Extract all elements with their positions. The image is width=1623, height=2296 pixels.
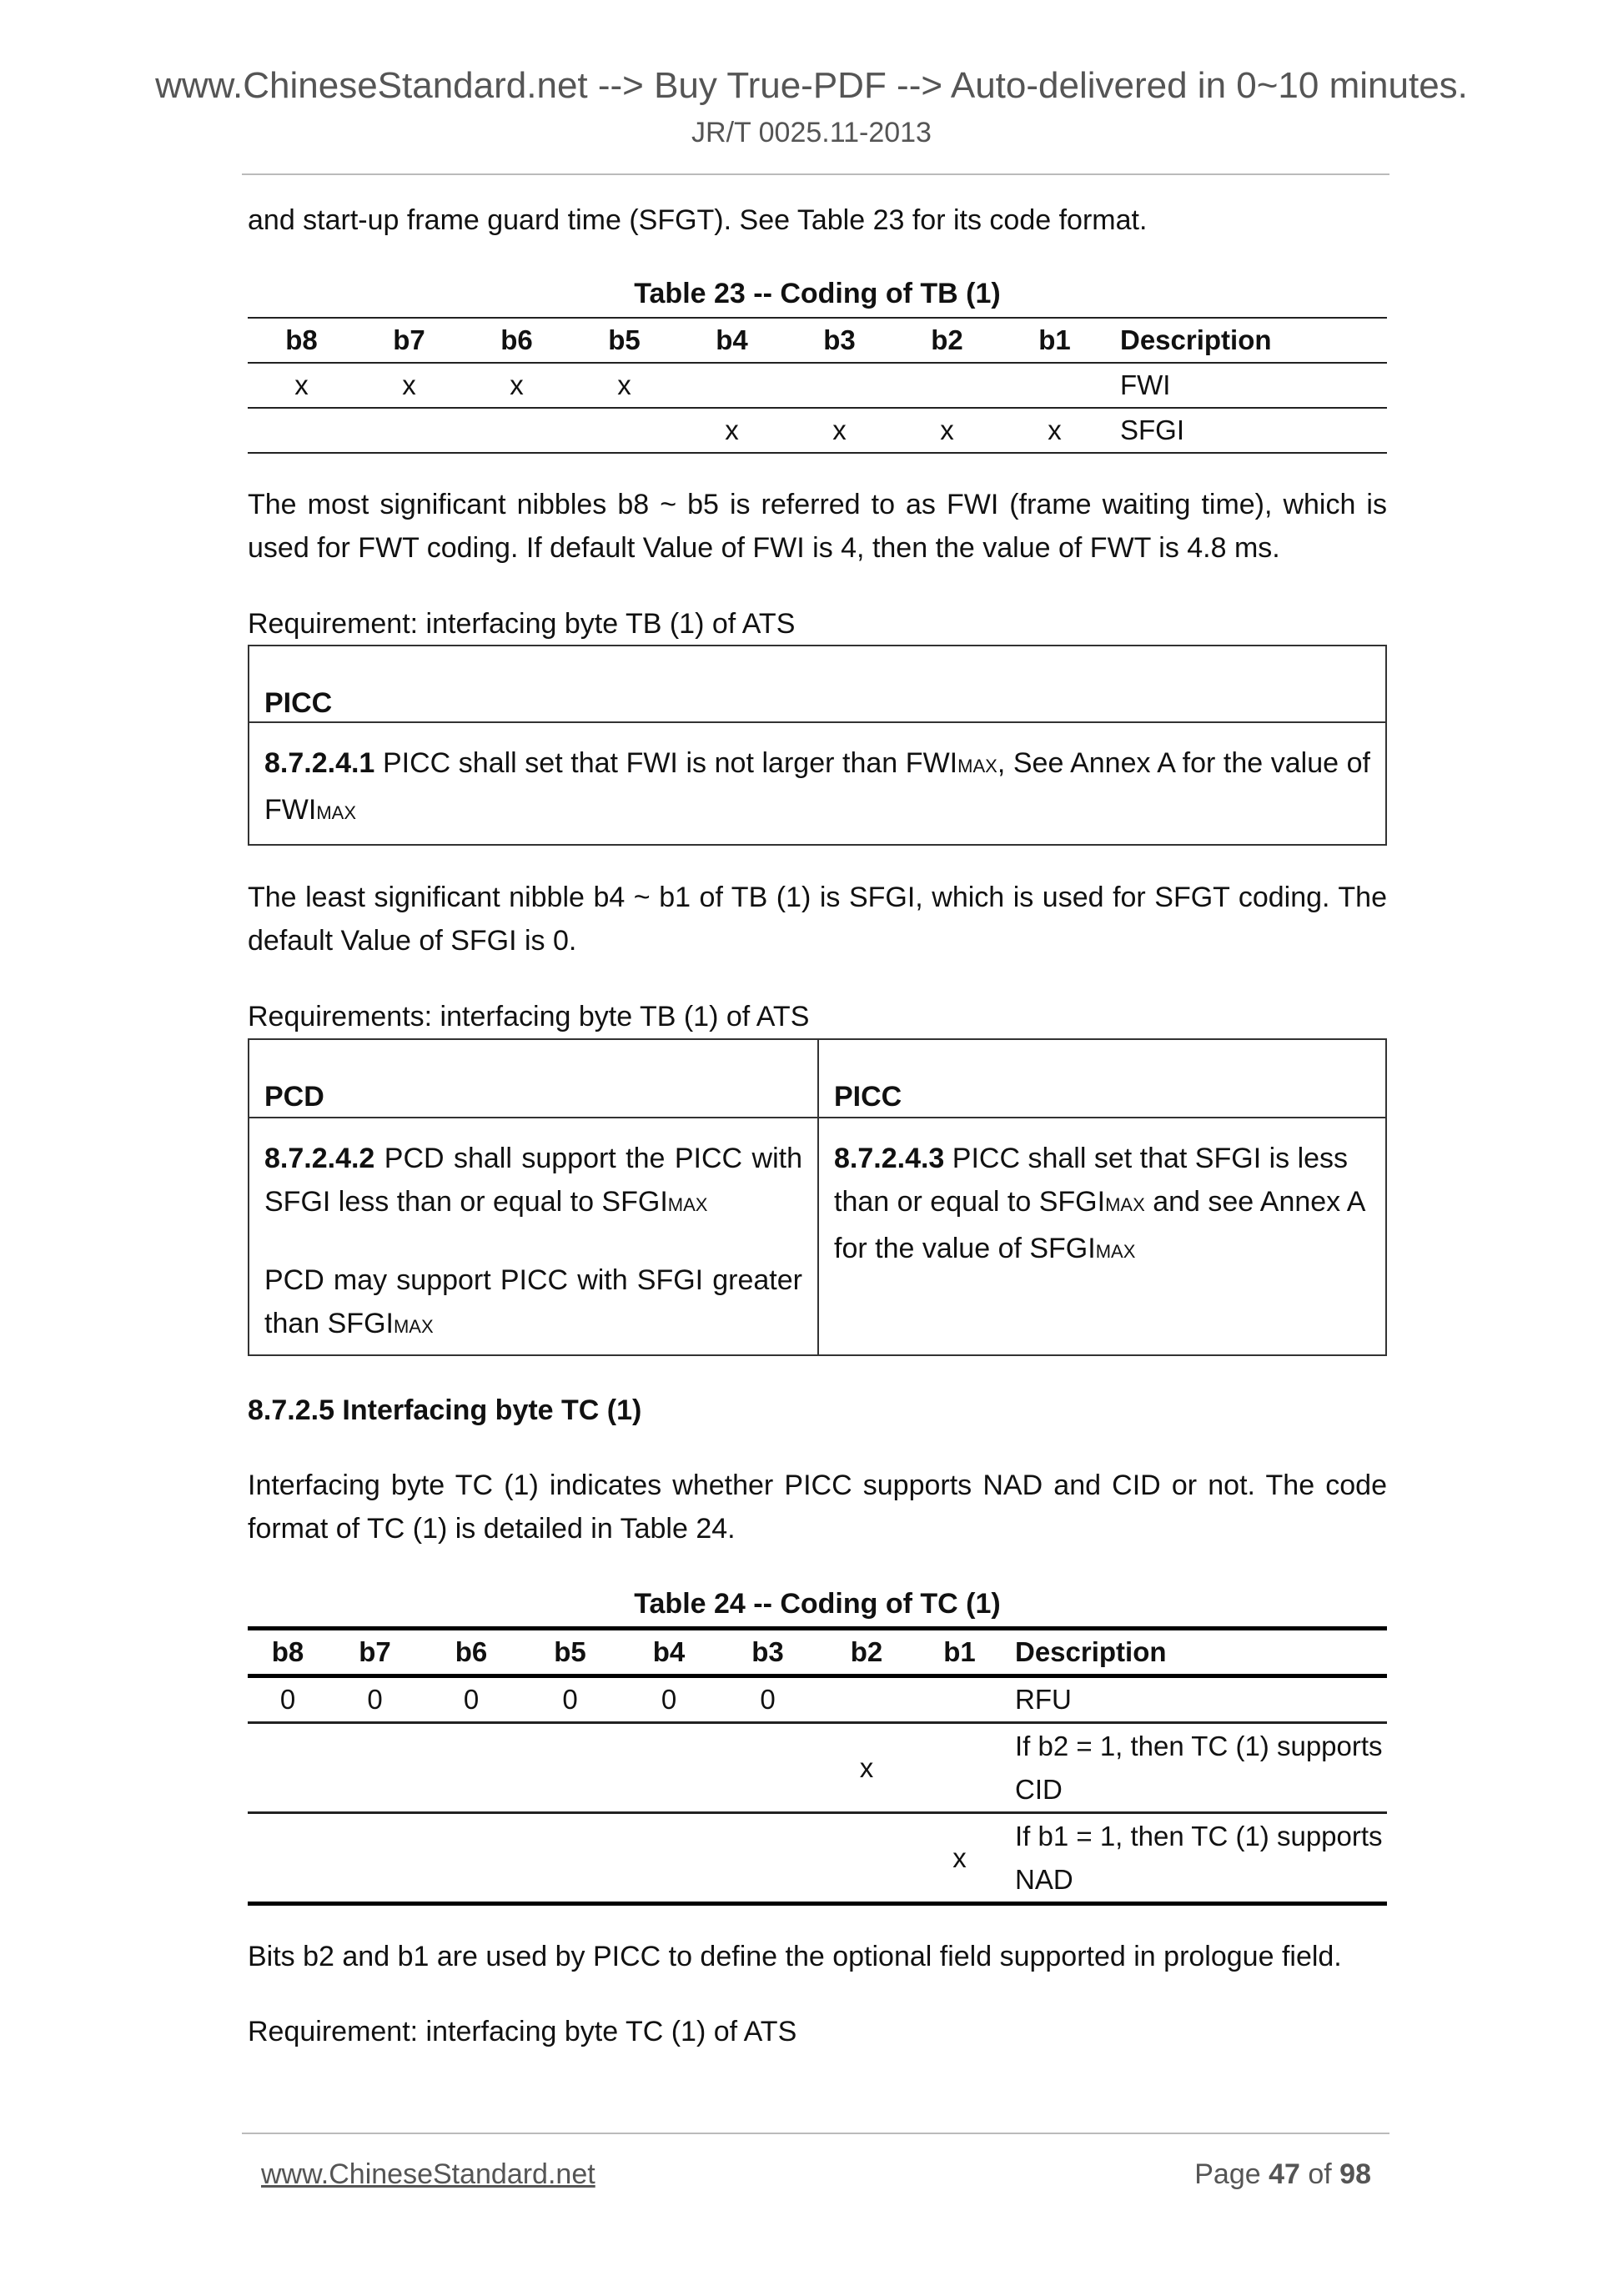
section-heading: 8.7.2.5 Interfacing byte TC (1): [248, 1394, 642, 1426]
column-header: b5: [554, 1636, 586, 1667]
table-cell: [620, 1813, 718, 1904]
table-cell: 0: [562, 1684, 578, 1715]
subscript: MAX: [1105, 1194, 1145, 1215]
req-number: 8.7.2.4.1: [264, 747, 375, 779]
page-of: of: [1299, 2158, 1340, 2190]
req3-label: Requirement: interfacing byte TC (1) of ATS: [248, 2016, 797, 2047]
doc-id: JR/T 0025.11-2013: [691, 117, 932, 148]
table-cell: [422, 1723, 520, 1813]
table-cell: 0: [367, 1684, 383, 1715]
column-header: b2: [850, 1636, 883, 1667]
table-cell: x: [617, 369, 631, 400]
req-text: PICC shall set that SFGI is less than or equal to SFGI: [834, 1143, 1349, 1218]
table-row: [248, 1723, 1387, 1813]
req-number: 8.7.2.4.2: [264, 1143, 375, 1174]
page-number: [1194, 2158, 1371, 2191]
pcd-column: [249, 1040, 819, 1354]
column-header: b3: [823, 324, 856, 355]
table23: [248, 317, 1387, 454]
total-pages: 98: [1339, 2158, 1371, 2190]
picc-column: [819, 1040, 1385, 1354]
table-header-row: [248, 318, 1387, 363]
req-number: 8.7.2.4.3: [834, 1143, 945, 1174]
current-page: 47: [1269, 2158, 1300, 2190]
table-cell: [422, 1813, 520, 1904]
column-header: b4: [652, 1636, 686, 1667]
req2-label: Requirements: interfacing byte TB (1) of ATS: [248, 1001, 810, 1032]
table-cell: [893, 363, 1001, 408]
subscript: MAX: [316, 802, 356, 823]
table-cell: [916, 1723, 1003, 1813]
table-cell: [463, 408, 570, 453]
column-header: b5: [608, 324, 641, 355]
column-header: b1: [1038, 324, 1071, 355]
table-cell: x: [859, 1751, 874, 1783]
table-cell: [786, 363, 893, 408]
subscript: MAX: [1095, 1241, 1136, 1262]
table-row: [248, 408, 1387, 453]
req1-head: PICC: [249, 646, 1385, 723]
req-text: PCD may support PICC with SFGI greater than SFGI: [264, 1264, 802, 1339]
footer-divider: [242, 2133, 1389, 2134]
table-cell: x: [510, 369, 524, 400]
table-cell: [248, 408, 355, 453]
table-cell: If b2 = 1, then TC (1) supports CID: [1015, 1730, 1383, 1805]
table-cell: x: [952, 1841, 967, 1873]
table-cell: x: [725, 414, 739, 445]
table-cell: x: [832, 414, 847, 445]
table23-caption: Table 23 -- Coding of TB (1): [634, 278, 1001, 309]
table-cell: [520, 1813, 620, 1904]
table-cell: If b1 = 1, then TC (1) supports NAD: [1015, 1820, 1383, 1895]
sfgi-paragraph: The least significant nibble b4 ~ b1 of TB (1) is SFGI, which is used for SFGT coding. The default Value of SFGI is 0.: [248, 882, 1387, 957]
table-row: [248, 1676, 1387, 1723]
table24: [248, 1626, 1387, 1906]
section-paragraph: Interfacing byte TC (1) indicates whether PICC supports NAD and CID or not. The code format of TC (1) is detailed in Table 24.: [248, 1470, 1387, 1545]
table24-caption: Table 24 -- Coding of TC (1): [634, 1588, 1001, 1620]
table-cell: 0: [279, 1684, 296, 1715]
table-cell: [570, 408, 678, 453]
column-header: b3: [751, 1636, 784, 1667]
req-text: PCD shall support the PICC with SFGI less than or equal to SFGI: [264, 1143, 802, 1218]
table-cell: [520, 1723, 620, 1813]
req1-label: Requirement: interfacing byte TB (1) of ATS: [248, 608, 796, 640]
table-cell: [355, 408, 463, 453]
table-cell: 0: [661, 1684, 677, 1715]
table-cell: x: [402, 369, 416, 400]
table-cell: [678, 363, 786, 408]
table-cell: [1001, 363, 1108, 408]
table-cell: [328, 1723, 422, 1813]
pcd-text-2: [249, 1227, 817, 1349]
table-cell: [248, 1723, 328, 1813]
table-cell: FWI: [1120, 369, 1171, 400]
column-header: b7: [359, 1636, 391, 1667]
banner: www.ChineseStandard.net --> Buy True-PDF --> Auto-delivered in 0~10 minutes.: [155, 65, 1468, 106]
table-cell: [718, 1723, 817, 1813]
req-text: and see Annex A for the value of SFGI: [834, 1186, 1364, 1264]
table-cell: [817, 1676, 916, 1723]
req-text: , See Annex A for the value of FWI: [264, 747, 1371, 826]
column-header: Description: [1015, 1636, 1167, 1667]
table-row: [248, 1813, 1387, 1904]
bits-paragraph: Bits b2 and b1 are used by PICC to define the optional field supported in prologue field.: [248, 1941, 1342, 1972]
table-cell: 0: [463, 1684, 480, 1715]
intro-text: and start-up frame guard time (SFGT). See Table 23 for its code format.: [248, 204, 1148, 236]
footer-link[interactable]: www.ChineseStandard.net: [261, 2158, 595, 2190]
table-cell: [916, 1676, 1003, 1723]
table-cell: [817, 1813, 916, 1904]
table-row: [248, 363, 1387, 408]
column-header: b4: [716, 324, 748, 355]
picc-text: [819, 1118, 1385, 1274]
table-cell: [248, 1813, 328, 1904]
table-cell: x: [1048, 414, 1062, 445]
table-header-row: [248, 1629, 1387, 1676]
req-text: PICC shall set that FWI is not larger than FWI: [374, 747, 958, 779]
header-divider: [242, 173, 1389, 175]
table-cell: [620, 1723, 718, 1813]
subscript: MAX: [393, 1316, 434, 1337]
table-cell: x: [294, 369, 309, 400]
table-cell: SFGI: [1120, 414, 1185, 445]
table-cell: RFU: [1015, 1684, 1072, 1715]
subscript: MAX: [667, 1194, 708, 1215]
pcd-head: PCD: [249, 1040, 817, 1118]
column-header: b8: [271, 1636, 304, 1667]
table-cell: 0: [760, 1684, 776, 1715]
column-header: b6: [500, 324, 533, 355]
column-header: b6: [455, 1636, 488, 1667]
page-label: Page: [1194, 2158, 1269, 2190]
req1-text: [249, 723, 1385, 835]
column-header: b8: [285, 324, 318, 355]
table-cell: [328, 1813, 422, 1904]
subscript: MAX: [957, 756, 997, 776]
req1-box: [248, 645, 1387, 846]
column-header: b1: [943, 1636, 976, 1667]
table-cell: [718, 1813, 817, 1904]
pcd-text: [249, 1118, 817, 1227]
column-header: b7: [393, 324, 425, 355]
fwi-paragraph: The most significant nibbles b8 ~ b5 is referred to as FWI (frame waiting time), which is used for FWT coding. If default Value of FWI is 4, then the value of FWT is 4.8 ms.: [248, 489, 1387, 564]
column-header: Description: [1120, 324, 1272, 355]
table-cell: x: [940, 414, 954, 445]
picc-head: PICC: [819, 1040, 1385, 1118]
req2-box: [248, 1038, 1387, 1356]
column-header: b2: [931, 324, 963, 355]
